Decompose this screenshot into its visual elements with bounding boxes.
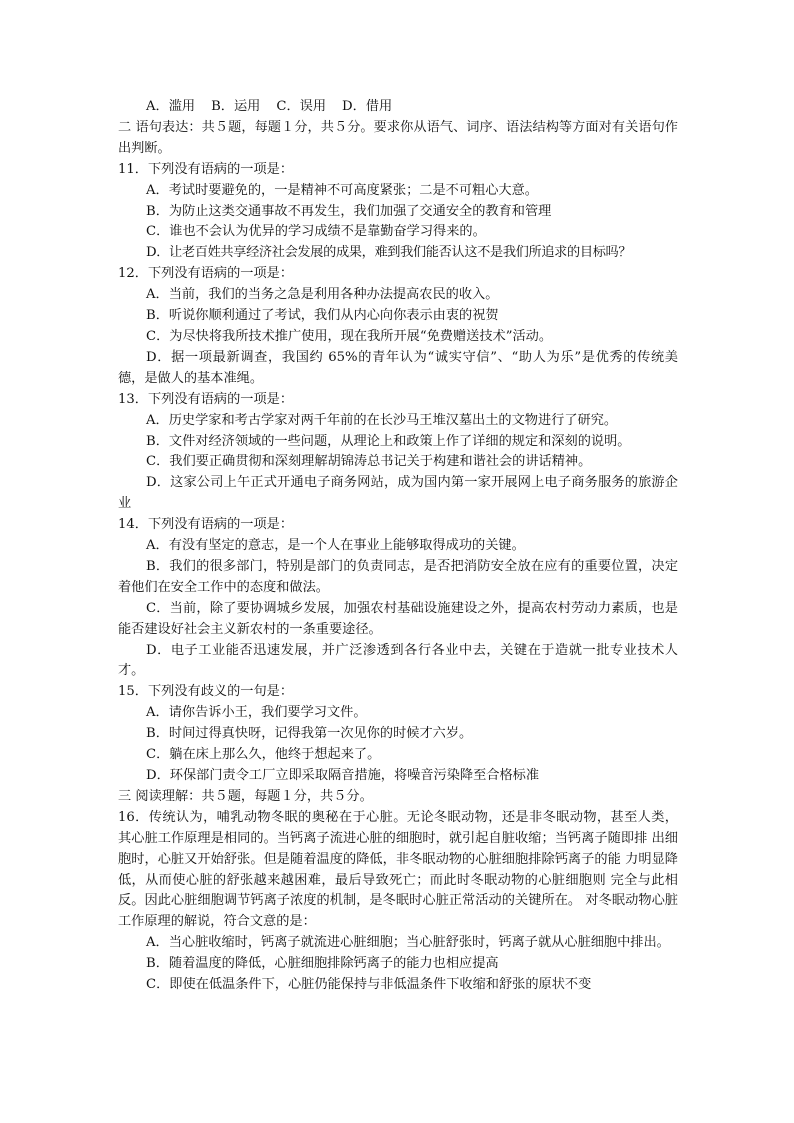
q15-option-d: D．环保部门责令工厂立即采取隔音措施，将噪音污染降至合格标准 [146, 768, 540, 783]
q10-options [118, 97, 678, 118]
q14-stem: 14．下列没有语病的一项是： [118, 517, 294, 533]
q15-stem: 15．下列没有歧义的一句是： [118, 684, 294, 700]
q11-option-a: A．考试时要避免的，一是精神不可高度紧张；二是不可粗心大意。 [146, 182, 538, 198]
q10-option-d: D．借用 [342, 99, 393, 114]
q15-option-c: C．躺在床上那么久，他终于想起来了。 [146, 747, 381, 763]
q14-option-b: B．我们的很多部门，特别是部门的负责同志，是否把消防安全放在应有的重要位置，决定着他们在安全工作中的态度和做法。 [118, 558, 678, 595]
q15-option-b: B．时间过得真快呀，记得我第一次见你的时候才六岁。 [146, 726, 473, 742]
q13-option-a: A．历史学家和考古学家对两千年前的在长沙马王堆汉墓出土的文物进行了研究。 [146, 412, 618, 428]
q16-passage: 16．传统认为，哺乳动物冬眠的奥秘在于心脏。无论冬眠动物，还是非冬眠动物，甚至人类， 其心脏工作原理是相同的。当钙离子流进心脏的细胞时，就引起自脏收缩；当钙离子随即排 出细胞时，心脏又开始舒张。但是随着温度的降低，非冬眠动物的心脏细胞排除钙离子的能 力明显降低，从而使心脏的舒张越来越困难，最后导致死亡；而此时冬眠动物的心脏细胞则 完全与此相反。因此心脏细胞调节钙离子浓度的机制，是冬眠时心脏正常活动的关键所在。 对冬眠动物心脏工作原理的解说，符合文意的是： [118, 809, 678, 930]
section-3-header: 三 阅读理解：共５题，每题１分，共５分。 [118, 788, 373, 804]
q14-option-d: D．电子工业能否迅速发展，并广泛渗透到各行各业中去，关键在于造就一批专业技术人才。 [118, 642, 678, 679]
q13-stem: 13．下列没有语病的一项是： [118, 391, 294, 407]
q13-option-b: B．文件对经济领域的一些问题，从理论上和政策上作了详细的规定和深刻的说明。 [146, 433, 631, 449]
q14-option-a: A．有没有坚定的意志，是一个人在事业上能够取得成功的关键。 [146, 538, 525, 554]
q13-option-c: C．我们要正确贯彻和深刻理解胡锦涛总书记关于构建和谐社会的讲话精神。 [146, 454, 592, 470]
q10-option-b: B．运用 [211, 99, 261, 114]
q12-option-d: D．据一项最新调查，我国约 65%的青年认为“诚实守信”、“助人为乐”是优秀的传统美德，是做人的基本准绳。 [118, 349, 678, 386]
q11-stem: 11．下列没有语病的一项是： [118, 161, 294, 177]
q10-option-c: C．误用 [276, 99, 327, 114]
q16-option-a: A．当心脏收缩时，钙离子就流进心脏细胞；当心脏舒张时，钙离子就从心脏细胞中排出。 [146, 935, 670, 951]
q12-option-a: A．当前，我们的当务之急是利用各种办法提高农民的收入。 [146, 287, 499, 303]
q14-option-c: C．当前，除了要协调城乡发展，加强农村基础设施建设之外，提高农村劳动力素质，也是能否建设好社会主义新农村的一条重要途径。 [118, 600, 678, 637]
q13-option-d: D．这家公司上午正式开通电子商务网站，成为国内第一家开展网上电子商务服务的旅游企 业 [118, 475, 678, 512]
q12-stem: 12．下列没有语病的一项是： [118, 266, 294, 282]
q16-option-b: B．随着温度的降低，心脏细胞排除钙离子的能力也相应提高 [146, 956, 499, 972]
q10-option-a: A．滥用 [146, 99, 196, 114]
q11-option-b: B．为防止这类交通事故不再发生，我们加强了交通安全的教育和管理 [146, 203, 552, 219]
exam-document [118, 97, 678, 996]
q11-option-c: C．谁也不会认为优异的学习成绩不是靠勤奋学习得来的。 [146, 224, 486, 240]
section-2-header: 二 语句表达：共５题，每题１分，共５分。要求你从语气、词序、语法结构等方面对有关语句作出判断。 [118, 119, 678, 156]
q16-option-c: C．即使在低温条件下，心脏仍能保持与非低温条件下收缩和舒张的原状不变 [146, 977, 592, 993]
q12-option-c: C．为尽快将我所技术推广使用，现在我所开展“免费赠送技术”活动。 [146, 328, 553, 344]
q15-option-a: A．请你告诉小王，我们要学习文件。 [146, 705, 367, 721]
q12-option-b: B．听说你顺利通过了考试，我们从内心向你表示由衷的祝贺 [146, 308, 499, 324]
q11-option-d: D．让老百姓共享经济社会发展的成果，难到我们能否认这不是我们所追求的目标吗？ [146, 245, 632, 261]
